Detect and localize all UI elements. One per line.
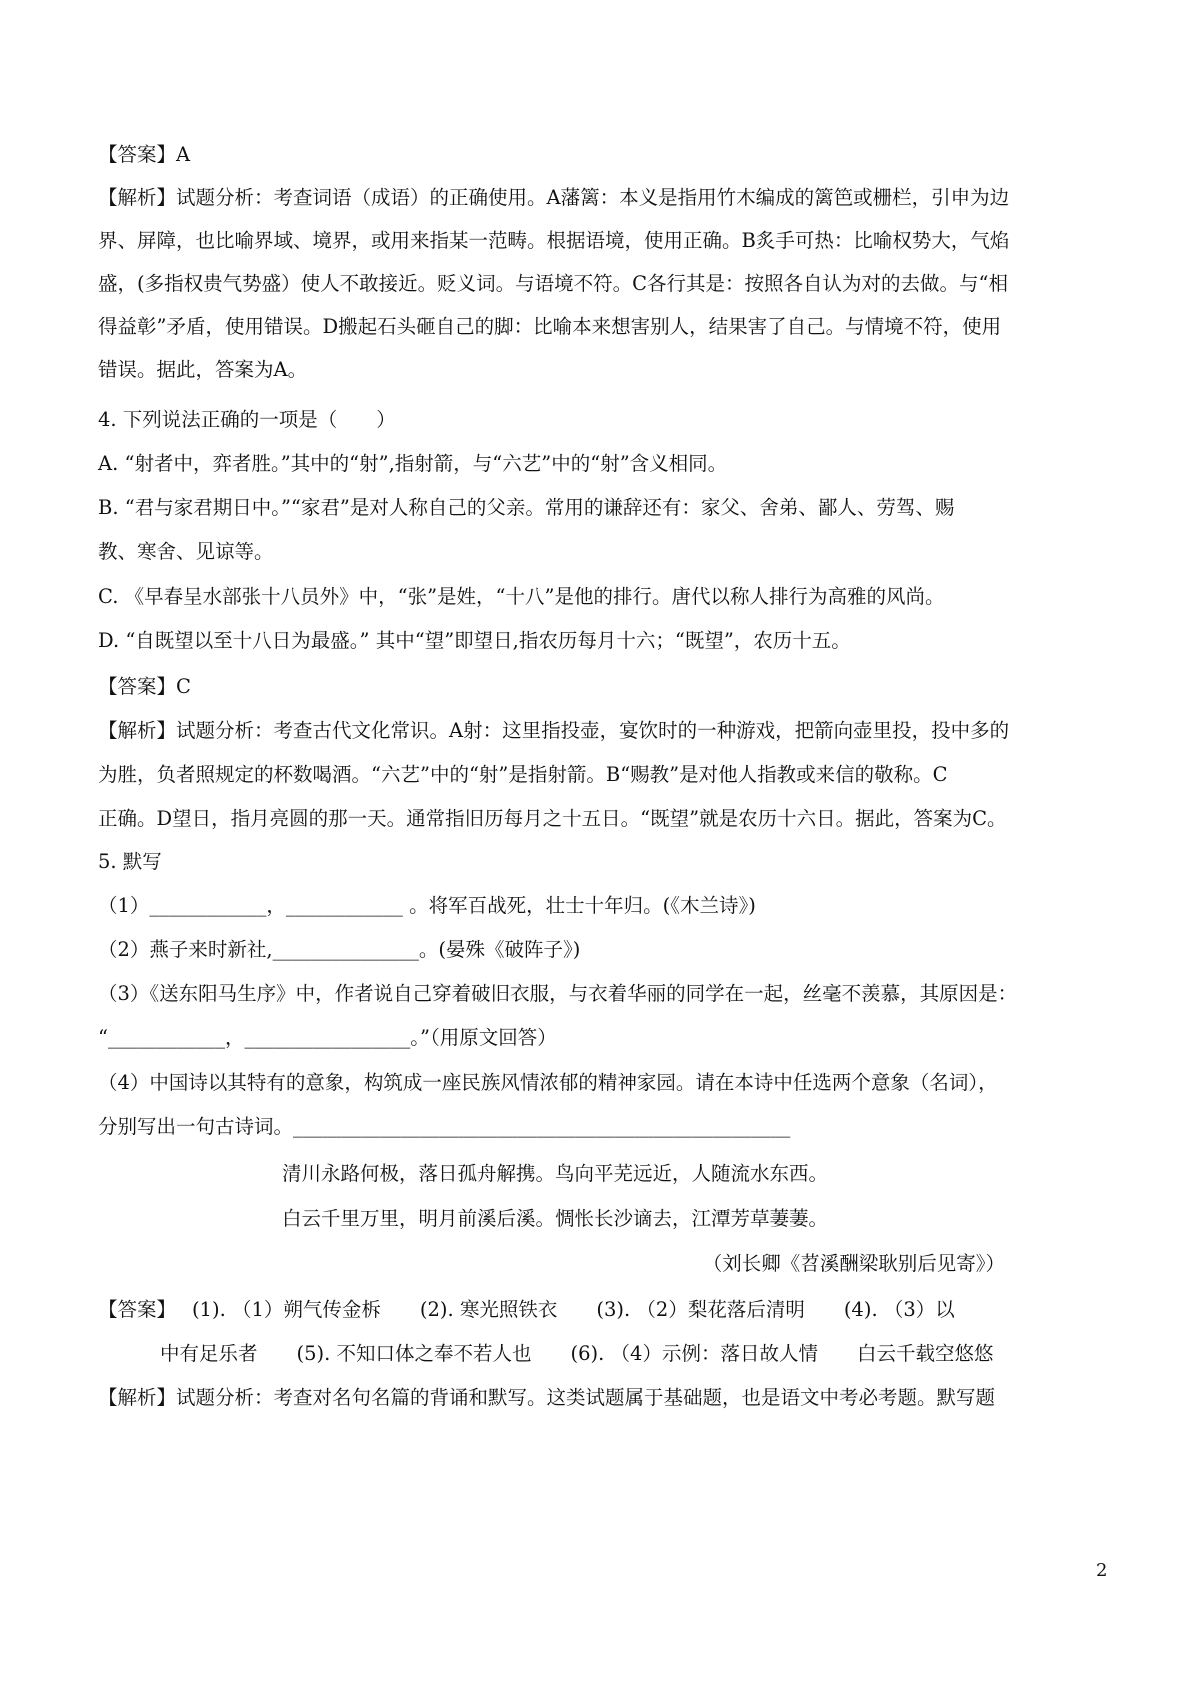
q5-item-3: （3）《送东阳马生序》中，作者说自己穿着破旧衣服，与衣着华丽的同学在一起，丝毫不羡慕，其原因是： [98, 982, 1018, 1005]
q4-option-c: C. 《早春呈水部张十八员外》中，“张”是姓，“十八”是他的排行。唐代以称人排行为高雅的风尚。 [98, 585, 945, 608]
q5-item-1: （1）____________，____________ 。将军百战死，壮士十年归。(《木兰诗》) [98, 894, 756, 917]
poem-attribution: （刘长卿《苕溪酬梁耿别后见寄》） [702, 1252, 1005, 1275]
q3-analysis-line: 盛，(多指权贵气势盛）使人不敢接近。贬义词。与语境不符。C各行其是：按照各自认为对的去做。与“相 [98, 272, 1008, 295]
q4-analysis-line: 为胜，负者照规定的杯数喝酒。“六艺”中的“射”是指射箭。B“赐教”是对他人指教或来信的敬称。C [98, 763, 948, 786]
q4-answer: 【答案】C [98, 675, 191, 698]
q4-option-d: D. “自既望以至十八日为最盛。” 其中“望”即望日,指农历每月十六；“既望”，农历十五。 [98, 629, 851, 652]
q3-analysis-line: 界、屏障，也比喻界域、境界，或用来指某一范畴。根据语境，使用正确。B炙手可热：比喻权势大，气焰 [98, 229, 1010, 252]
q3-analysis-line: 错误。据此，答案为A。 [98, 358, 308, 381]
q5-item-4: （4）中国诗以其特有的意象，构筑成一座民族风情浓郁的精神家园。请在本诗中任选两个意象（名词）， [98, 1071, 998, 1094]
q4-option-a: A. “射者中，弈者胜。”其中的“射”,指射箭，与“六艺”中的“射”含义相同。 [98, 452, 728, 475]
q4-option-b-cont: 教、寒舍、见谅等。 [98, 540, 274, 563]
q4-stem: 4. 下列说法正确的一项是（ ） [98, 408, 396, 431]
q5-item-4-cont: 分别写出一句古诗词。___________________________________________________ [98, 1115, 791, 1138]
q5-answer-cont: 中有足乐者 (5). 不知口体之奉不若人也 (6). （4）示例：落日故人情 白云千载空悠悠 [160, 1342, 994, 1365]
q3-analysis-line: 得益彰”矛盾，使用错误。D搬起石头砸自己的脚：比喻本来想害别人，结果害了自己。与情境不符，使用 [98, 315, 1002, 338]
q4-option-b: B. “君与家君期日中。”“家君”是对人称自己的父亲。常用的谦辞还有：家父、舍弟、鄙人、劳驾、赐 [98, 496, 955, 519]
q3-answer: 【答案】A [98, 143, 191, 166]
q5-item-3-cont: “____________，_________________。”（用原文回答） [98, 1026, 557, 1049]
q5-analysis: 【解析】试题分析：考查对名句名篇的背诵和默写。这类试题属于基础题，也是语文中考必考题。默写题 [98, 1386, 996, 1409]
poem-line: 清川永路何极，落日孤舟解携。鸟向平芜远近，人随流水东西。 [282, 1162, 829, 1185]
q4-analysis-line: 【解析】试题分析：考查古代文化常识。A射：这里指投壶，宴饮时的一种游戏，把箭向壶里投，投中多的 [98, 719, 1010, 742]
q4-analysis-line: 正确。D望日，指月亮圆的那一天。通常指旧历每月之十五日。“既望”就是农历十六日。据此，答案为C。 [98, 807, 1007, 830]
q3-analysis-line: 【解析】试题分析：考查词语（成语）的正确使用。A藩篱：本义是指用竹木编成的篱笆或栅栏，引申为边 [98, 186, 1010, 209]
poem-line: 白云千里万里，明月前溪后溪。惆怅长沙谪去，江潭芳草萋萋。 [282, 1207, 829, 1230]
q5-stem: 5. 默写 [98, 850, 162, 873]
q5-answer: 【答案】 (1). （1）朔气传金柝 (2). 寒光照铁衣 (3). （2）梨花落后清明 (4). （3）以 [98, 1298, 955, 1321]
page-number: 2 [1096, 1560, 1108, 1581]
q5-item-2: （2）燕子来时新社,_______________。(晏殊《破阵子》) [98, 938, 581, 961]
